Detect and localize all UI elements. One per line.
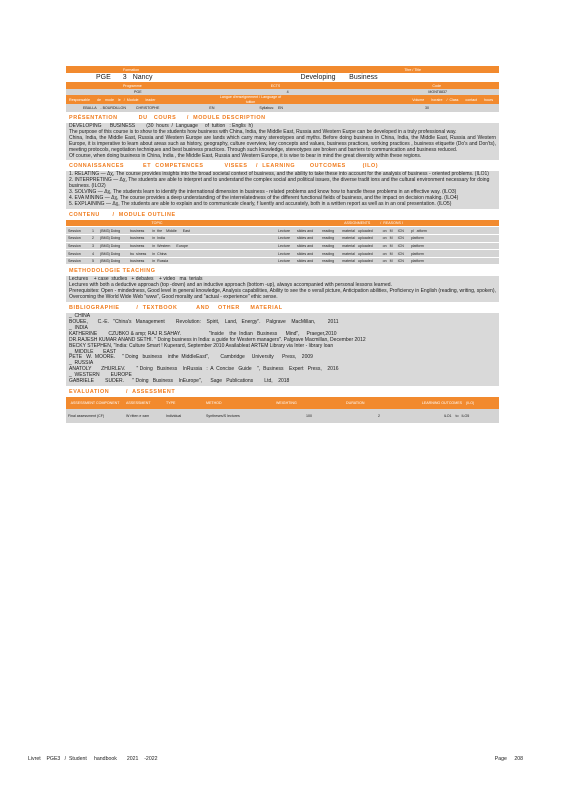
ilo-header: (ILO) [464, 397, 499, 409]
programme-header-row [66, 82, 499, 89]
formation-label: Formation [123, 67, 140, 72]
evaluation-table [66, 397, 499, 423]
session-cell: Session [66, 235, 90, 243]
assignments-header: ASSIGNMENTS / REASONS I [248, 220, 499, 227]
session-cell: Session [66, 250, 90, 258]
page-number: 208 [514, 756, 523, 762]
description-paragraph: DEVELOPING BUSINESS (30 hours / Language of tuition : Englis h) [69, 123, 253, 129]
session-cell: Session [66, 227, 90, 235]
bibliography-heading: _ CHINA [69, 313, 91, 320]
outcomes-title: CONNAISSANCES ET COMPETENCES VISEES / LEARNING OUTCOMES (ILO) [69, 163, 379, 170]
component-header: ASSESSMENT COMPONENT [66, 397, 124, 409]
topic-cell: (BM3) Doing business in Western Europe [98, 242, 248, 250]
responsible-value: EBALLA - BOURDILLON CHRISTOPHE [83, 106, 160, 110]
outcome-item: 3. SOLVING — Δχ, The students learn to identify the international dimension in business - related problems and know how to handle these problems in an effective way. (ILO3) [69, 189, 457, 196]
outcome-item: 4. EVA MINING — Δχ, The course provides a deep understanding of the interrelatedness of the different functional fields of business, and the impact on decision making. (ILO4) [69, 195, 459, 202]
code-value: MONT8837 [428, 90, 447, 94]
outcome-item: 5. EXPLAINING — Δχ, The students are able to explain and to communicate clearly, f luently and accurately, both in a written report as well as in an oral presentation. (ILO5) [69, 200, 452, 207]
bibliography-entry: GABRIELE SUDER. " Doing Business InEurope", Sage Publications Ltd, 2018 [69, 378, 290, 385]
methodology-paragraph: Prerequisites: Open - mindedness, Good level in general knowledge, Analysis capabilities, Ability to see the o verall picture, Anticipation abilities, Proficiency in English (reading, writing, spoken), Overcoming the World Wide Web "www", Good morality and "actual - experience" ethic sense. [69, 288, 496, 301]
ects-value: 4 [286, 90, 289, 94]
programme-value: PGE [134, 90, 142, 94]
session-cell: Session [66, 242, 90, 250]
outline-title: CONTENU / MODULE OUTLINE [69, 211, 176, 218]
handbook-label: Livret PGE3 / Student handbook 2021 -2022 [28, 756, 158, 762]
hours-value: 30 [425, 106, 429, 110]
course-title: Developing Business [300, 74, 378, 81]
topic-cell: (BM3) Doing business in India [98, 235, 248, 243]
page-label: Page [494, 756, 507, 762]
table-row [66, 235, 499, 243]
assessment-header: ASSESSMENT [124, 397, 164, 409]
session-number: 3 [90, 242, 98, 250]
description-paragraph: The purpose of this course is to show to the students how business with China, India, the Middle East, Russia and Western Eurpe can be developed in a truly professional way. [69, 128, 457, 135]
description-paragraph: Of course, when doing business in China, India , the Middle East, Russia and Western Europe, it is wise to bear in mind the great diversity within these regions. [69, 152, 422, 159]
outline-table [66, 220, 499, 266]
bibliography-entry: BECKY STEPHEN, "India: Culture Smart ! Kuperard, September 2010 Availableat ARTEM Library via Inter - library loan [69, 342, 334, 349]
topic-cell: (BM3) Doing business in the Middle East [98, 227, 248, 235]
type-header: TYPE [164, 397, 204, 409]
lecture-cell: Lecture slides and reading material uploaded on M ICN platform [248, 257, 499, 265]
responsible-label: Responsable de mode le / Module leader [69, 97, 156, 102]
bibliography-heading: _ RUSSIA [69, 360, 94, 367]
title-header-row [66, 66, 499, 73]
assessment-cell: W ritten e xam [124, 409, 164, 423]
programme-label: Programme [123, 83, 142, 88]
topic-cell: (BM3) Doing business in Russia [98, 257, 248, 265]
evaluation-header-row [66, 397, 499, 409]
syllabus-page [66, 66, 499, 423]
outcome-item: 1. RELATING — Δχ, The course provides insights into the broad societal context of business, and the ability to take these into account for the analysis of business - oriented problems. (ILO1) [69, 171, 489, 178]
program-level: 3 [122, 74, 127, 81]
table-row [66, 409, 499, 423]
bibliography-entry: BOUEE, C.-E. "China's Management Revolution: Spirit, Land, Energy". Palgrave MacMillan, 2011 [69, 318, 339, 325]
session-number: 4 [90, 250, 98, 258]
outcome-item: 2. INTERPRETING — Δχ, The students are able to interpret and to understand the complex social and political issues, the diverse tradit ions and the cultural environment necessary for doing business. (ILO2) [69, 177, 490, 190]
bibliography-heading: _ MIDDLE EAST [69, 348, 117, 355]
table-row [66, 227, 499, 235]
responsible-row [66, 104, 499, 112]
language-label: Langue d'enseignement / Language of tuition [219, 95, 282, 104]
outcomes-block [66, 171, 499, 208]
code-label: Code [432, 83, 441, 88]
description-paragraph: China, India, the Middle East, Russia and Western Europe are lands which carry many stereotypes and myths. Before doing business in China, India, the Middle East, Russia and Western Europe, it is imperative to learn about areas such as history, geography, culture overview, key concepts and values, business practices, working practices , business etiquette (Do's and Don'ts), meeting protocols, negotiation techniques and best business practices. Through such knowledge, stereotypes are broken and barriers to communication and business reduced. [69, 134, 496, 153]
weighting-cell: 100 [274, 409, 344, 423]
bibliography-entry: PETE W. MOORE. " Doing business inthe MiddleEast", Cambridge University Press, 2009 [69, 354, 313, 361]
duration-header: DURATION [344, 397, 414, 409]
lecture-cell: Lecture slides and reading material uploaded on M ICN platform [248, 235, 499, 243]
methodology-paragraph: Lectures with both a deductive approach (top -down) and an inductive approach (bottom -up), always accompanied with personal lessons learned. [69, 282, 392, 289]
ilo-cell: ILO1 to ILO5 [414, 409, 499, 423]
ects-label: ECTS [270, 83, 281, 88]
session-number: 1 [90, 227, 98, 235]
lecture-cell: Lecture slides and reading material uploaded on M ICN platform [248, 250, 499, 258]
page-indicator [495, 756, 523, 762]
learning-outcomes-header: LEARNING OUTCOMES [414, 397, 464, 409]
method-header: METHOD [204, 397, 274, 409]
page-footer [28, 756, 523, 762]
session-number: 5 [90, 257, 98, 265]
table-row [66, 257, 499, 265]
methodology-paragraph: Lectures + case studies + debates + video ma terials [69, 276, 203, 283]
description-block [66, 123, 499, 160]
component-cell: Final assessment (CF) [66, 409, 124, 423]
bibliography-entry: KATHERINE CZUBKO & amp; RAJ R.SAHAY. "Inside the Indian Business Mind", Praeger,2010 [69, 330, 337, 337]
table-row [66, 250, 499, 258]
lecture-cell: Lecture slides and reading material uploaded on M ICN platform [248, 242, 499, 250]
description-title: PRÉSENTATION DU COURS / MODULE DESCRIPTION [69, 115, 266, 121]
bibliography-title: BIBLIOGRAPHIE / TEXTBOOK AND OTHER MATERIAL [69, 305, 283, 312]
lecture-cell: Lecture slides and reading material uploaded on M ICN pl atform [248, 227, 499, 235]
topic-cell: (BM3) Doing bu siness in China [98, 250, 248, 258]
program-code: PGE [96, 74, 111, 81]
bibliography-block [66, 313, 499, 386]
type-cell: Individual [164, 409, 204, 423]
syllabus-label: Syllabus: [259, 106, 275, 110]
title-label: Titre / Title [404, 67, 421, 72]
session-number: 2 [90, 235, 98, 243]
responsible-header-row [66, 95, 499, 104]
volume-label: Volume horaire / Class contact hours [412, 97, 493, 102]
bibliography-heading: _ WESTERN EUROPE [69, 372, 132, 379]
methodology-title: METHODOLOGIE TEACHING [69, 268, 156, 275]
session-cell: Session [66, 257, 90, 265]
method-cell: Syntheses/S lectures [204, 409, 274, 423]
duration-cell: 2 [344, 409, 414, 423]
bibliography-entry: DR.RAJESH KUMAR ANAND SETHI. " Doing business in India: a guide for Western managers". Palgrave Macmillan, December 2012 [69, 336, 366, 343]
outline-header-row [66, 220, 499, 227]
weighting-header: WEIGHTING [274, 397, 344, 409]
syllabus-value: EN [278, 106, 284, 110]
topic-header: TOPIC [66, 220, 248, 227]
bibliography-entry: ANATOLY ZHURLEV. " Doing Business InRussia : A Concise Guide ", Business Expert Press, 2016 [69, 366, 339, 373]
campus: Nancy [132, 74, 153, 81]
language-value: EN [209, 106, 215, 110]
methodology-block [66, 276, 499, 302]
table-row [66, 242, 499, 250]
bibliography-heading: _ INDIA [69, 324, 88, 331]
evaluation-title: EVALUATION / ASSESSMENT [69, 388, 176, 395]
title-row [66, 73, 499, 82]
